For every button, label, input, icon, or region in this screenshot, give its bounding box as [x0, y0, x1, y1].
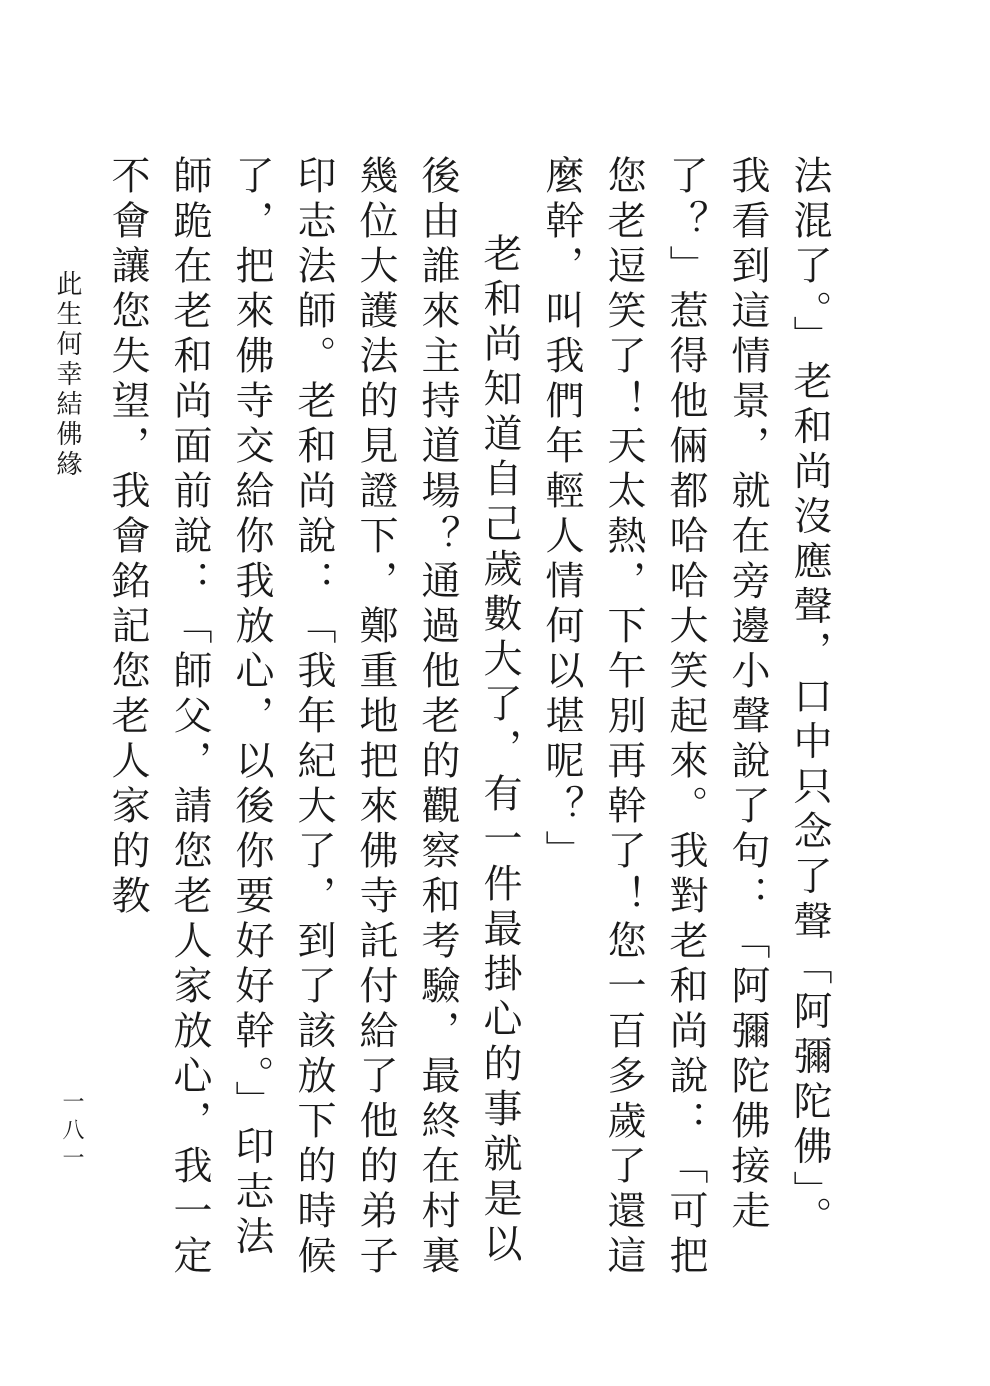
- paragraph-1: 法混了。」老和尚沒應聲，口中只念了聲「阿彌陀佛」。我看到這情景，就在旁邊小聲說了句：「阿彌陀佛接走了？」惹得他倆都哈哈大笑起來。我對老和尚說：「可把您老逗笑了！天太熱，下午別再幹了！您一百多歲了還這麼幹，叫我們年輕人情何以堪呢？」: [539, 155, 832, 1280]
- running-head: 此生何幸結佛緣: [52, 270, 82, 480]
- page-number: 一八一: [59, 1090, 84, 1174]
- body-text: [96, 155, 840, 1285]
- paragraph-2: 老和尚知道自己歲數大了，有一件最掛心的事就是以後由誰來主持道場？通過他老的觀察和考驗，最終在村裏幾位大護法的見證下，鄭重地把來佛寺託付給了他的弟子印志法師。老和尚說：「我年紀大了，到了該放下的時候了，把來佛寺交給你我放心，以後你要好好幹。」印志法師跪在老和尚面前說：「師父，請您老人家放心，我一定不會讓您失望，我會銘記您老人家的教: [105, 155, 522, 1280]
